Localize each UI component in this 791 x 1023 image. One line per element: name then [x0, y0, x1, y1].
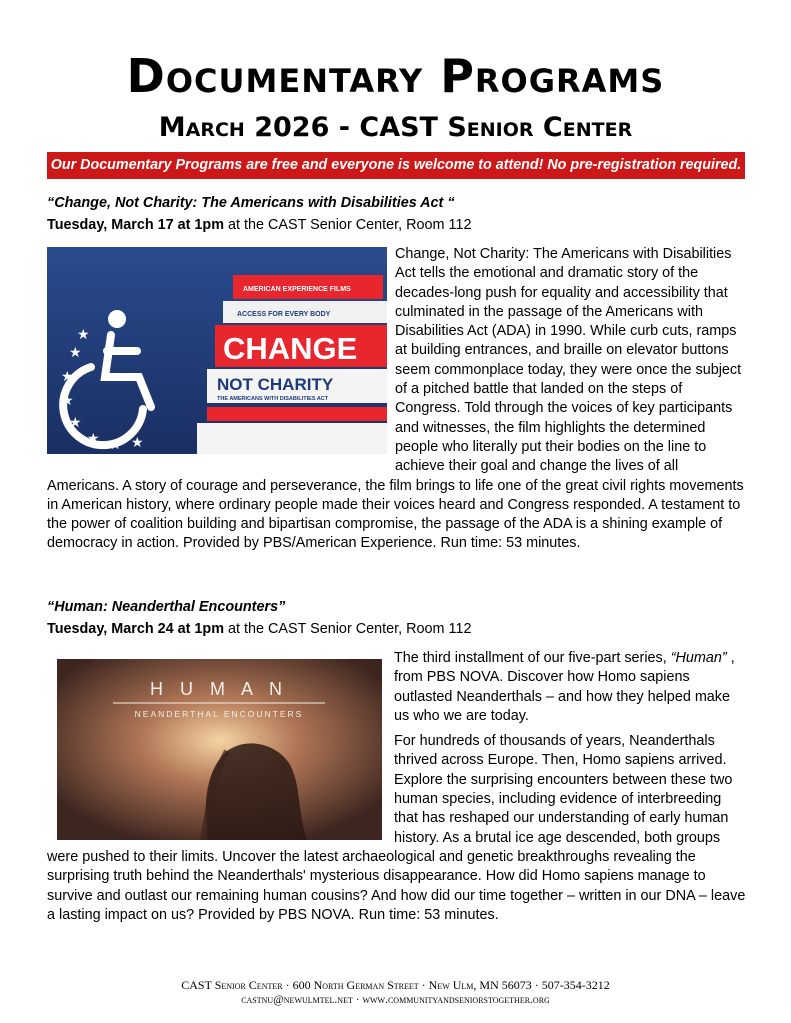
program-schedule: [47, 213, 747, 237]
poster-word-human: H U M A N: [149, 679, 289, 699]
info-banner: Our Documentary Programs are free and everyone is welcome to attend! No pre-registration required.: [47, 152, 745, 179]
svg-text:★: ★: [69, 414, 82, 430]
change-not-charity-poster: [47, 247, 387, 454]
poster-graphic: [47, 247, 387, 454]
program-date: Tuesday, March 24 at 1pm: [47, 621, 225, 637]
poster-subline: THE AMERICANS WITH DISABILITIES ACT: [217, 396, 329, 402]
svg-text:★: ★: [109, 436, 122, 452]
program-location: at the CAST Senior Center, Room 112: [224, 217, 472, 233]
program-description: Change, Not Charity: The Americans with Disabilities Act tells the emotional and dramatic story of the decades-long push for equality and accessibility that culminated in the passage of the Americans with Disabilities Act (ADA) in 1990. While curb cuts, ramps at building entrances, and braille on elevator buttons seem commonplace today, they were once the subject of a pitched battle that landed on the steps of Congress. Told through the voices of key participants and witnesses, the film highlights the determined people who literally put their bodies on the line to achieve their goal and change the lives of all Americans. A story of courage and perseverance, the film brings to life one of the great civil rights movements in American history, where ordinary people made their voices heard and Congress responded. A testament to the power of coalition building and bipartisan compromise, the passage of the ADA is a shining example of democracy in action. Provided by PBS/American Experience. Run time: 53 minutes.: [47, 246, 744, 552]
program-title: “Change, Not Charity: The Americans with Disabilities Act “: [47, 195, 455, 211]
page-subtitle: March 2026 - CAST Senior Center: [158, 112, 633, 143]
program-schedule: [47, 617, 747, 641]
program-human-neanderthal: [47, 597, 747, 925]
poster-graphic: [57, 659, 382, 840]
svg-text:★: ★: [61, 392, 74, 408]
human-neanderthal-poster: [57, 659, 382, 840]
svg-text:★: ★: [131, 434, 144, 450]
poster-word-not-charity: NOT CHARITY: [217, 375, 334, 394]
program-change-not-charity: [47, 193, 747, 554]
program-description: For hundreds of thousands of years, Neanderthals thrived across Europe. Then, Homo sapiens arrived. Explore the surprising encounters between these two human species, including evidence of interbreeding that has reshaped our understanding of early human history. As a brutal ice age descended, both groups were pushed to their limits. Uncover the latest archaeological and genetic breakthroughs revealing the surprising truth behind the Neanderthals' mysterious disappearance. How did Homo sapiens manage to survive and outlast our remaining human cousins? And how did our time together – written in our DNA – leave a lasting impact on us? Provided by PBS NOVA. Run time: 53 minutes.: [47, 733, 746, 923]
intro-text: The third installment of our five-part series,: [394, 650, 671, 666]
program-location: at the CAST Senior Center, Room 112: [224, 621, 472, 637]
footer-contact: castnu@newulmtel.net · www.communityandseniorstogether.org: [241, 994, 550, 1006]
svg-text:★: ★: [69, 344, 82, 360]
poster-tagline: ACCESS FOR EVERY BODY: [237, 311, 331, 318]
svg-text:★: ★: [61, 368, 74, 384]
page-title: Documentary Programs: [126, 49, 665, 103]
poster-subline: NEANDERTHAL ENCOUNTERS: [134, 709, 304, 719]
program-title: “Human: Neanderthal Encounters”: [47, 599, 286, 615]
program-date: Tuesday, March 17 at 1pm: [47, 217, 225, 233]
poster-word-change: CHANGE: [223, 331, 358, 366]
footer-address: CAST Senior Center · 600 North German Street · New Ulm, MN 56073 · 507-354-3212: [181, 978, 610, 992]
intro-text-cont: , from PBS NOVA. Discover how Homo sapiens outlasted Neanderthals – and how they helped make us who we are today.: [394, 650, 735, 724]
svg-text:★: ★: [77, 326, 90, 342]
svg-text:★: ★: [87, 430, 100, 446]
poster-top-label: AMERICAN EXPERIENCE FILMS: [243, 286, 351, 293]
series-name: “Human”: [670, 650, 727, 666]
